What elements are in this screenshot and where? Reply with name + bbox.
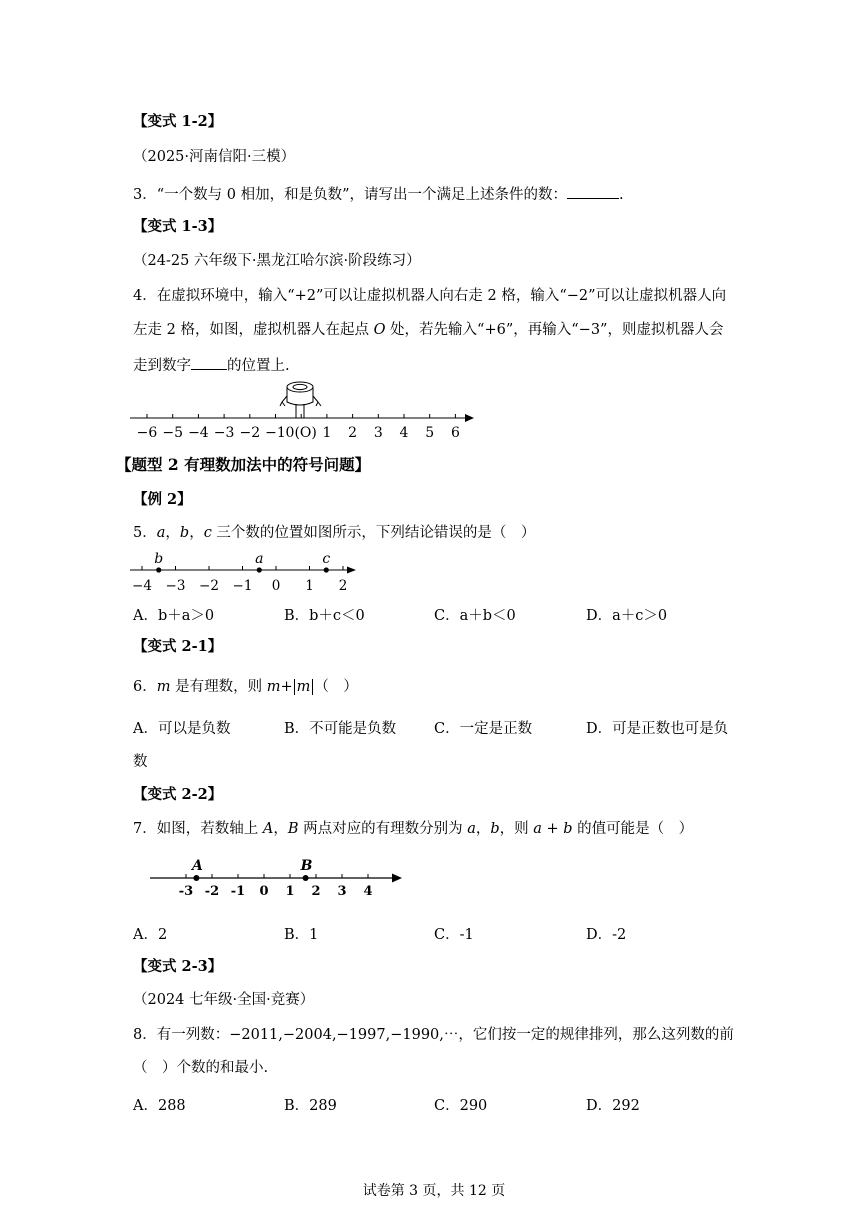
q4-tick-label-11: 5 — [425, 425, 435, 441]
q7-tick-label-2: -1 — [230, 884, 246, 898]
q7-var-b: b — [490, 821, 500, 837]
q6-abs-m: m — [296, 679, 311, 695]
q4-tick-label-10: 4 — [399, 425, 409, 441]
q8-line-2: （ ）个数的和最小. — [133, 1060, 269, 1076]
q4-tick-label-3: −3 — [213, 425, 235, 441]
q7-choice-d-text: D．-2 — [586, 927, 627, 943]
q6-text: 是有理数，则 — [170, 679, 267, 695]
q5-choice-c-text: C．a＋b＜0 — [434, 608, 516, 624]
robot-icon — [280, 382, 321, 418]
q8-choice-d-text: D．292 — [586, 1098, 640, 1114]
q7-choice-c[interactable] — [434, 923, 474, 944]
q5-tick-label-2: −2 — [199, 578, 219, 594]
q8-choice-a-text: A．288 — [133, 1098, 186, 1114]
variant-1-3-label: 【变式 1-3】 — [133, 218, 223, 235]
q7-tick-label-0: -3 — [178, 884, 194, 898]
q4-tick-label-9: 3 — [373, 425, 383, 441]
q4-tick-label-0: −6 — [136, 425, 158, 441]
q6-number: 6． — [133, 679, 157, 695]
variant-2-3-label: 【变式 2-3】 — [133, 958, 223, 975]
q8-line-1b: ，它们按一定的规律排列，那么这列数的前 — [458, 1027, 734, 1043]
q5-var-a: a — [156, 525, 166, 541]
q7-text-c: ，则 — [499, 821, 534, 837]
q8-choice-b[interactable] — [284, 1094, 337, 1115]
q7-tick-label-1: -2 — [204, 884, 220, 898]
q7-text-d: 的值可能是（ ） — [572, 821, 694, 837]
example-2-label: 【例 2】 — [133, 491, 192, 508]
q4-line-3a: 走到数字 — [133, 358, 191, 374]
q3-answer-blank[interactable] — [567, 184, 619, 199]
q4-tick-label-4: −2 — [239, 425, 261, 441]
q4-tick-label-1: −5 — [162, 425, 184, 441]
q7-point-label-A: A — [191, 858, 203, 874]
q8-choice-c-text: C．290 — [434, 1098, 488, 1114]
q4-tick-label-7: 1 — [322, 425, 332, 441]
q7-choice-b[interactable] — [284, 923, 318, 944]
q5-tick-label-1: −3 — [165, 578, 186, 594]
q8-choice-a[interactable] — [133, 1094, 186, 1115]
q6-choice-d-wrap: 数 — [133, 754, 148, 770]
q4-line-2a: 左走 2 格，如图，虚拟机器人在起点 — [133, 322, 374, 338]
q7-point-B — [303, 875, 309, 881]
q7-choice-b-text: B．1 — [284, 927, 319, 943]
q7-tick-label-5: 2 — [311, 884, 321, 898]
q6-choice-c[interactable] — [434, 717, 532, 738]
q6-choice-b-text: B．不可能是负数 — [284, 721, 397, 737]
q4-tick-label-8: 2 — [348, 425, 358, 441]
q8-sequence: −2011,−2004,−1997,−1990,⋯ — [229, 1027, 459, 1043]
q5-tick-label-0: −4 — [132, 578, 152, 594]
q4-number-line — [128, 378, 478, 442]
q5-tick-label-5: 1 — [305, 578, 314, 594]
q6-var-m: m — [156, 679, 171, 695]
q4-line-3 — [133, 355, 290, 375]
q5-var-b: b — [179, 525, 190, 541]
q3-number: 3． — [133, 187, 157, 203]
q5-tick-label-3: −1 — [232, 578, 253, 594]
variant-1-2-source: （2025·河南信阳·三模） — [133, 149, 296, 165]
q7-tick-label-6: 3 — [337, 884, 347, 898]
q7-tick-label-7: 4 — [363, 884, 373, 898]
q5-choice-a[interactable] — [133, 604, 214, 625]
q6-choice-b[interactable] — [284, 717, 396, 738]
q8-line-1 — [133, 1026, 734, 1044]
variant-1-2-label: 【变式 1-2】 — [133, 113, 223, 130]
q7-text-a: 7．如图，若数轴上 — [133, 821, 263, 837]
variant-2-2-label: 【变式 2-2】 — [133, 786, 223, 803]
q3-end: . — [619, 187, 624, 203]
q8-choice-d[interactable] — [586, 1094, 640, 1115]
q3-text: “一个数与 0 相加，和是负数”，请写出一个满足上述条件的数： — [156, 187, 568, 203]
q5-number-line — [128, 548, 368, 594]
q5-choice-d[interactable] — [586, 604, 667, 625]
q6-paren: （ ） — [314, 679, 358, 695]
q6-choice-a-text: A．可以是负数 — [133, 721, 231, 737]
q4-line-2b: 处，若先输入“+6”，再输入“−3”，则虚拟机器人会 — [385, 322, 724, 338]
q7-point-label-B: B — [300, 858, 313, 874]
q5-tick-label-6: 2 — [338, 578, 348, 594]
q7-choice-d[interactable] — [586, 923, 626, 944]
q8-line-1a: 8．有一列数： — [133, 1027, 230, 1043]
q8-choice-b-text: B．289 — [284, 1098, 337, 1114]
q4-tick-label-2: −4 — [188, 425, 209, 441]
q6-choice-a[interactable] — [133, 717, 230, 738]
q5-point-label-c: c — [322, 551, 331, 567]
q4-line-1: 4．在虚拟环境中，输入“+2”可以让虚拟机器人向右走 2 格，输入“−2”可以让虚拟机器人向 — [133, 288, 727, 304]
q5-point-label-b: b — [154, 551, 164, 567]
q7-tick-label-4: 1 — [285, 884, 295, 898]
q7-tick-label-3: 0 — [259, 884, 269, 898]
q7-comma-2: ， — [475, 821, 491, 837]
variant-2-3-source: （2024 七年级·全国·竞赛） — [133, 992, 315, 1008]
q7-point-b: B — [287, 821, 299, 837]
q8-choice-c[interactable] — [434, 1094, 487, 1115]
question-7 — [133, 820, 693, 838]
q5-point-b — [156, 567, 161, 572]
page-footer: 试卷第 3 页，共 12 页 — [362, 1183, 506, 1199]
q5-choice-c[interactable] — [434, 604, 516, 625]
q4-tick-label-5: −1 — [265, 425, 286, 441]
q6-choice-d[interactable] — [586, 717, 728, 738]
q7-point-A — [193, 875, 199, 881]
q5-choice-a-text: A．b＋a＞0 — [133, 608, 215, 624]
q5-number: 5． — [133, 525, 157, 541]
q7-number-line — [148, 852, 408, 898]
q6-choice-d-text: D．可是正数也可是负 — [586, 721, 729, 737]
q4-line-3b: 的位置上. — [227, 358, 290, 374]
q6-expr-m: m — [266, 679, 281, 695]
q7-comma-1: ， — [273, 821, 288, 837]
q7-point-a: A — [262, 821, 274, 837]
question-5: 5．a，b，c 三个数的位置如图所示，下列结论错误的是（ ） — [133, 525, 536, 541]
q7-text-b: 两点对应的有理数分别为 — [298, 821, 468, 837]
q4-answer-blank[interactable] — [191, 355, 227, 370]
q4-tick-label-12: 6 — [450, 425, 460, 441]
q6-expr-plus: + — [280, 679, 293, 695]
q7-expr: a + b — [533, 821, 573, 837]
q5-choice-b-text: B．b＋c＜0 — [284, 608, 365, 624]
q5-tick-label-4: 0 — [271, 578, 281, 594]
q4-tick-label-6: 0(O) — [285, 425, 317, 441]
q6-choice-c-text: C．一定是正数 — [434, 721, 533, 737]
q5-point-a — [257, 567, 262, 572]
q5-choice-d-text: D．a＋c＞0 — [586, 608, 668, 624]
q5-choice-b[interactable] — [284, 604, 365, 625]
variant-2-1-label: 【变式 2-1】 — [133, 638, 223, 655]
variant-1-3-source: （24-25 六年级下·黑龙江哈尔滨·阶段练习） — [133, 253, 421, 269]
question-6 — [133, 678, 358, 696]
q7-choice-c-text: C．-1 — [434, 927, 474, 943]
q5-text: 三个数的位置如图所示，下列结论错误的是（ ） — [216, 525, 536, 541]
q5-point-label-a: a — [255, 551, 264, 567]
q7-choice-a-text: A．2 — [133, 927, 168, 943]
question-3 — [133, 184, 624, 204]
q7-var-a: a — [467, 821, 476, 837]
q5-tick-group — [132, 551, 347, 594]
q5-var-c: c — [203, 525, 212, 541]
q5-point-c — [324, 567, 329, 572]
type-2-title: 【题型 2 有理数加法中的符号问题】 — [116, 455, 371, 474]
q4-line-2 — [133, 321, 723, 339]
q7-choice-a[interactable] — [133, 923, 167, 944]
q4-origin-o: O — [373, 322, 386, 338]
